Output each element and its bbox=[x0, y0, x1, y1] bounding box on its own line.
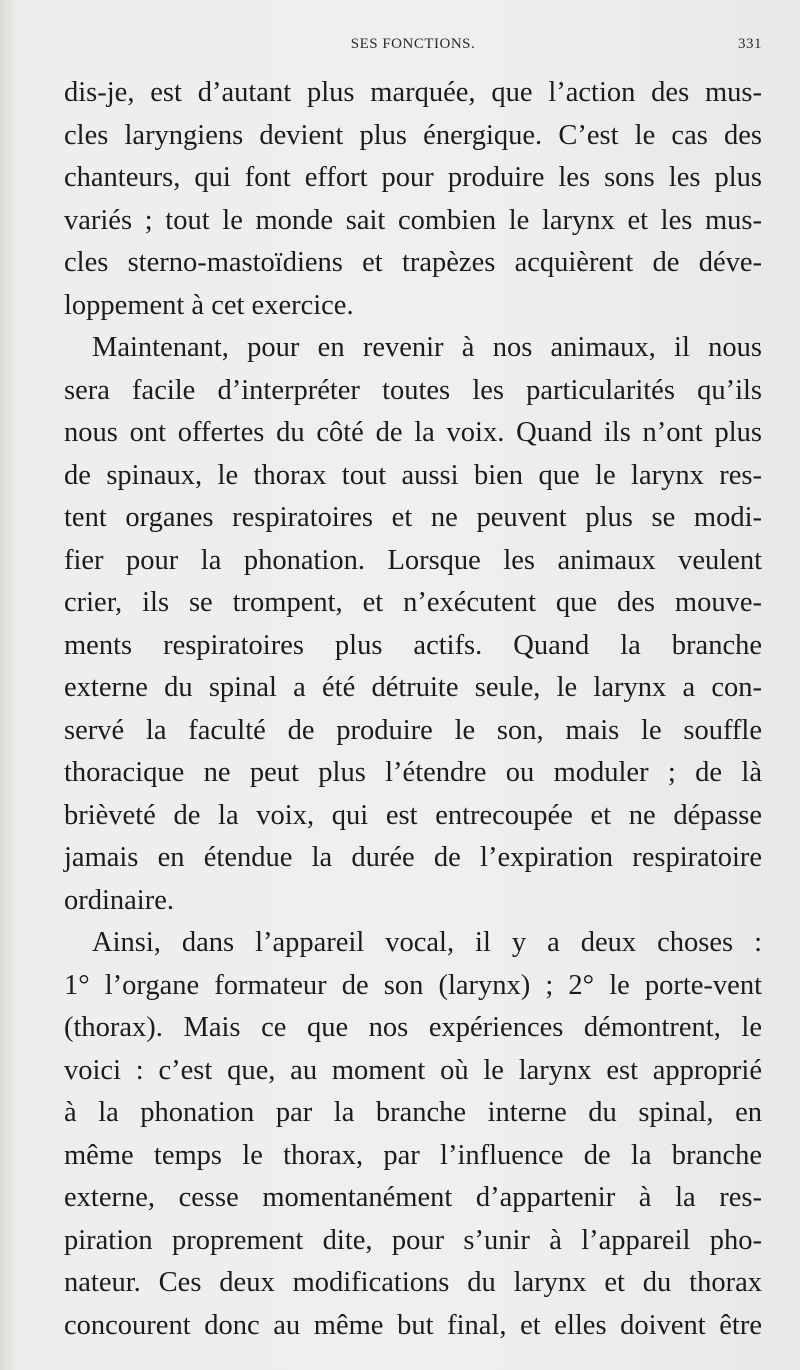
text-line: crier, ils se trompent, et n’exécutent que des mouve- bbox=[64, 587, 762, 618]
text-line: de spinaux, le thorax tout aussi bien que le larynx res- bbox=[64, 459, 762, 491]
text-line: cles laryngiens devient plus énergique. C’est le cas des bbox=[64, 119, 762, 151]
text-line: jamais en étendue la durée de l’expiration respiratoire bbox=[64, 842, 762, 873]
running-title: SES FONCTIONS. bbox=[350, 36, 476, 52]
text-line: chanteurs, qui font effort pour produire les sons les plus bbox=[64, 162, 762, 193]
text-line: concourent donc au même but final, et elles doivent être bbox=[64, 1309, 762, 1341]
text-line: externe du spinal a été détruite seule, le larynx a con- bbox=[64, 672, 762, 703]
text-line: loppement à cet exercice. bbox=[64, 289, 354, 321]
text-line: variés ; tout le monde sait combien le larynx et les mus- bbox=[64, 204, 762, 236]
paragraph-1 bbox=[64, 72, 762, 327]
text-line: (thorax). Mais ce que nos expériences démontrent, le bbox=[64, 1012, 762, 1043]
text-line: thoracique ne peut plus l’étendre ou moduler ; de là bbox=[64, 757, 762, 788]
paragraph-3 bbox=[64, 922, 762, 1347]
text-line: même temps le thorax, par l’influence de la branche bbox=[64, 1139, 762, 1171]
text-line: servé la faculté de produire le son, mais le souffle bbox=[64, 714, 762, 746]
text-line: ordinaire. bbox=[64, 884, 174, 916]
text-line: piration proprement dite, pour s’unir à l’appareil pho- bbox=[64, 1224, 762, 1256]
text-line: sera facile d’interpréter toutes les particularités qu’ils bbox=[64, 374, 762, 406]
text-line: brièveté de la voix, qui est entrecoupée et ne dépasse bbox=[64, 799, 762, 831]
text-line: voici : c’est que, au moment où le larynx est approprié bbox=[64, 1054, 762, 1086]
text-line: Maintenant, pour en revenir à nos animaux, il nous bbox=[92, 332, 762, 363]
body-text bbox=[64, 72, 762, 1347]
text-line: externe, cesse momentanément d’appartenir à la res- bbox=[64, 1182, 762, 1213]
text-line: nateur. Ces deux modifications du larynx et du thorax bbox=[64, 1267, 762, 1298]
text-line: tent organes respiratoires et ne peuvent plus se modi- bbox=[64, 502, 762, 533]
text-line: 1° l’organe formateur de son (larynx) ; 2° le porte-vent bbox=[64, 969, 762, 1001]
page-number: 331 bbox=[738, 36, 762, 52]
paragraph-2 bbox=[64, 327, 762, 922]
text-line: fier pour la phonation. Lorsque les animaux veulent bbox=[64, 544, 762, 576]
text-line: cles sterno-mastoïdiens et trapèzes acquièrent de déve- bbox=[64, 247, 762, 278]
text-line: Ainsi, dans l’appareil vocal, il y a deux choses : bbox=[92, 927, 762, 958]
text-line: nous ont offertes du côté de la voix. Quand ils n’ont plus bbox=[64, 417, 762, 448]
text-line: à la phonation par la branche interne du spinal, en bbox=[64, 1097, 762, 1128]
text-line: dis-je, est d’autant plus marquée, que l’action des mus- bbox=[64, 77, 762, 108]
text-line: ments respiratoires plus actifs. Quand la branche bbox=[64, 629, 762, 661]
running-head bbox=[64, 36, 762, 58]
